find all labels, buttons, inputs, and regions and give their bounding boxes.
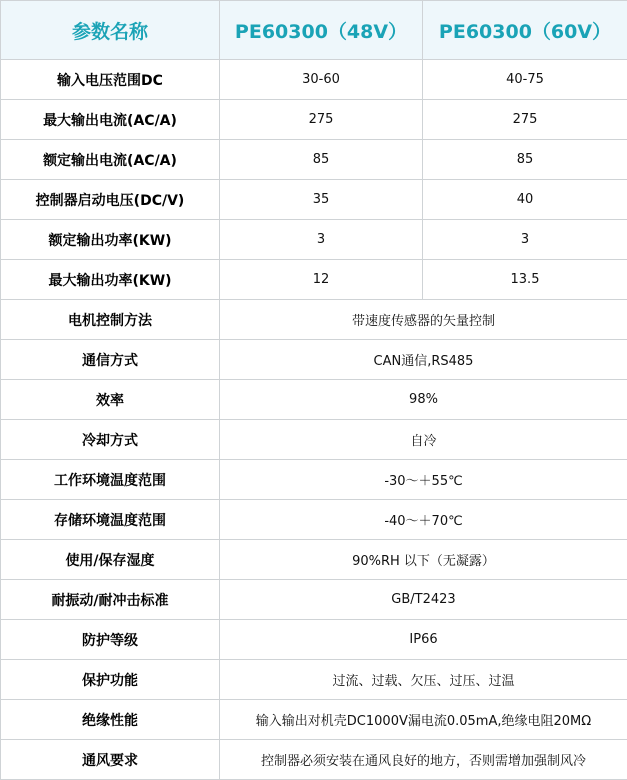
shared-value: 自冷 [220,420,627,460]
value-60v: 275 [423,100,627,140]
table-row [1,100,627,140]
table-row [1,60,627,100]
value-60v: 40-75 [423,60,627,100]
value-60v: 13.5 [423,260,627,300]
param-name: 绝缘性能 [1,700,220,740]
table-header-row [1,1,627,60]
param-name: 通风要求 [1,740,220,780]
table-row [1,180,627,220]
param-name: 防护等级 [1,620,220,660]
shared-value: -40～＋70℃ [220,500,627,540]
table-row [1,340,627,380]
value-60v: 3 [423,220,627,260]
param-name: 使用/保存湿度 [1,540,220,580]
param-name: 最大输出功率(KW) [1,260,220,300]
shared-value: IP66 [220,620,627,660]
header-param: 参数名称 [1,1,220,60]
param-name: 保护功能 [1,660,220,700]
table-row [1,580,627,620]
param-name: 额定输出电流(AC/A) [1,140,220,180]
table-row [1,300,627,340]
shared-value: 过流、过载、欠压、过压、过温 [220,660,627,700]
shared-value: GB/T2423 [220,580,627,620]
shared-value: 90%RH 以下（无凝露） [220,540,627,580]
param-name: 最大输出电流(AC/A) [1,100,220,140]
header-model-60v: PE60300（60V） [423,1,627,60]
shared-value: 控制器必须安装在通风良好的地方，否则需增加强制风冷 [220,740,627,780]
table-row [1,380,627,420]
param-name: 控制器启动电压(DC/V) [1,180,220,220]
param-name: 冷却方式 [1,420,220,460]
param-name: 电机控制方法 [1,300,220,340]
table-row [1,540,627,580]
param-name: 通信方式 [1,340,220,380]
shared-value: -30～＋55℃ [220,460,627,500]
shared-value: 输入输出对机壳DC1000V漏电流0.05mA,绝缘电阻20MΩ [220,700,627,740]
header-model-48v: PE60300（48V） [220,1,423,60]
table-row [1,420,627,460]
shared-value: 98% [220,380,627,420]
table-row [1,500,627,540]
shared-value: 带速度传感器的矢量控制 [220,300,627,340]
param-name: 输入电压范围DC [1,60,220,100]
param-name: 效率 [1,380,220,420]
param-name: 额定输出功率(KW) [1,220,220,260]
value-60v: 40 [423,180,627,220]
value-48v: 30-60 [220,60,423,100]
table-row [1,660,627,700]
table-row [1,220,627,260]
table-row [1,140,627,180]
table-row [1,700,627,740]
value-48v: 275 [220,100,423,140]
value-48v: 3 [220,220,423,260]
table-row [1,260,627,300]
value-48v: 12 [220,260,423,300]
param-name: 耐振动/耐冲击标准 [1,580,220,620]
value-48v: 35 [220,180,423,220]
shared-value: CAN通信,RS485 [220,340,627,380]
value-60v: 85 [423,140,627,180]
param-name: 存储环境温度范围 [1,500,220,540]
table-row [1,620,627,660]
table-row [1,460,627,500]
param-name: 工作环境温度范围 [1,460,220,500]
value-48v: 85 [220,140,423,180]
table-row [1,740,627,780]
